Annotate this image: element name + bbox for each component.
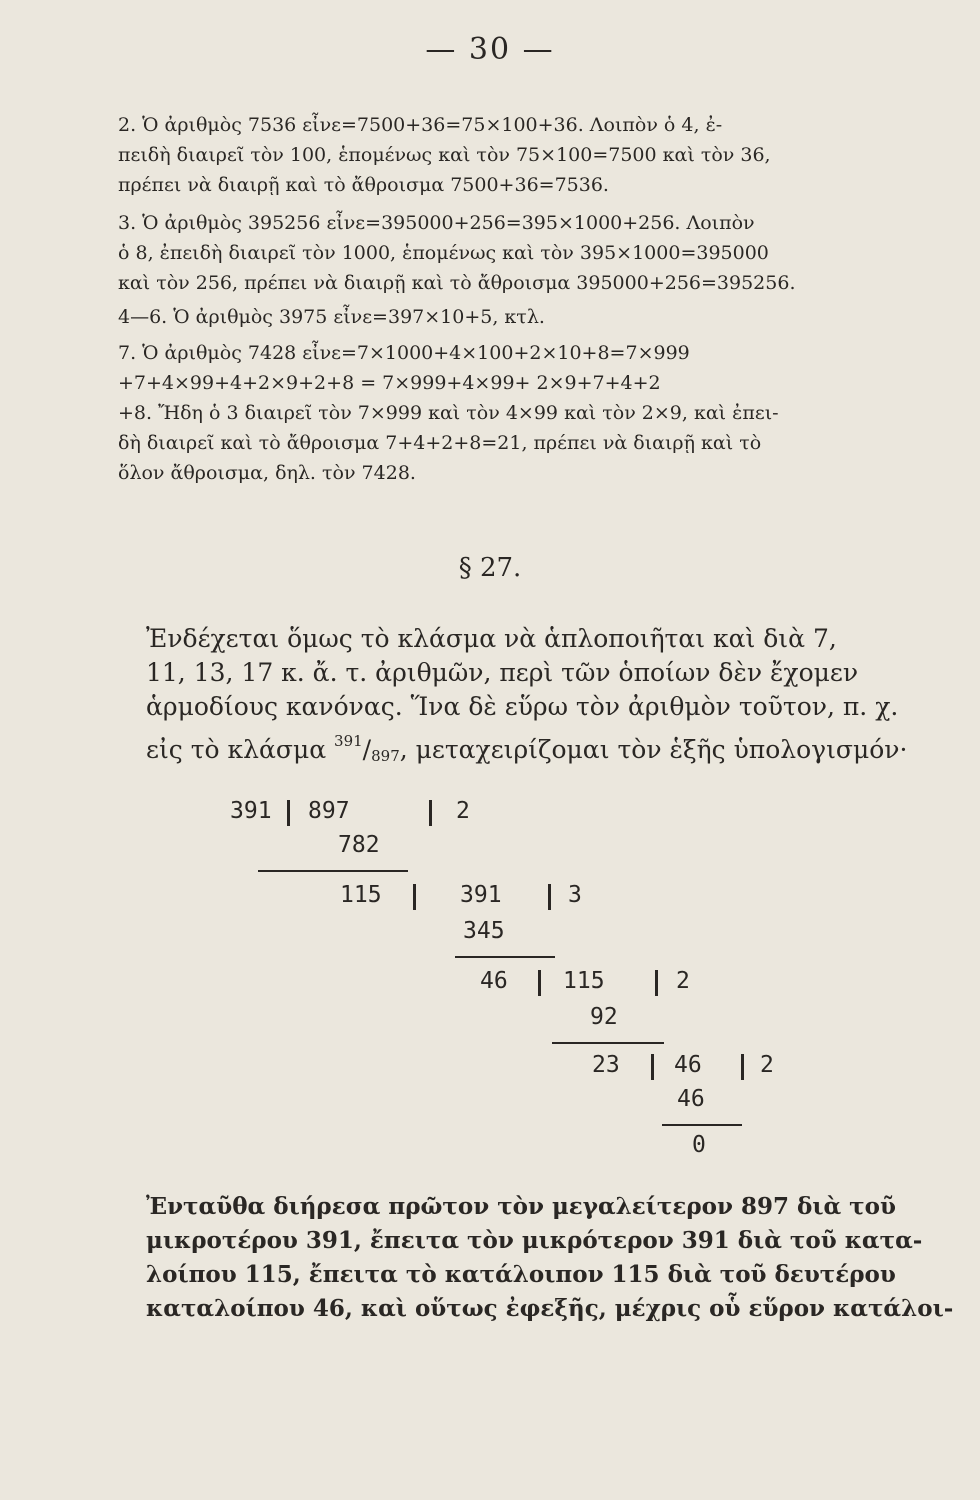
calc-number: 23 [592, 1052, 620, 1078]
calc-quotient: 2 [760, 1052, 774, 1078]
example-line: 7. Ὁ ἀριθμὸς 7428 εἶνε=7×1000+4×100+2×10+8=7×999 [118, 342, 690, 364]
example-line: πρέπει νὰ διαιρῇ καὶ τὸ ἄθροισμα 7500+36=7536. [118, 174, 609, 196]
fraction-trail-text: , μεταχειρίζομαι τὸν ἑξῆς ὑπολογισμόν· [399, 735, 908, 764]
calc-number: 92 [590, 1004, 618, 1030]
paragraph-line: Ἐνδέχεται ὅμως τὸ κλάσμα νὰ ἁπλοποιῆται καὶ διὰ 7, [146, 624, 837, 653]
calc-number: 345 [463, 918, 505, 944]
page-number: — 30 — [425, 32, 555, 67]
paragraph-line: 11, 13, 17 κ. ἄ. τ. ἀριθμῶν, περὶ τῶν ὁποίων δὲν ἔχομεν [146, 658, 859, 687]
paragraph-line: ἁρμοδίους κανόνας. Ἵνα δὲ εὕρω τὸν ἀριθμὸν τοῦτον, π. χ. [146, 692, 899, 721]
calc-number: 115 [563, 968, 605, 994]
example-line: 2. Ὁ ἀριθμὸς 7536 εἶνε=7500+36=75×100+36. Λοιπὸν ὁ 4, ἐ- [118, 114, 723, 136]
example-line: 4—6. Ὁ ἀριθμὸς 3975 εἶνε=397×10+5, κτλ. [118, 306, 545, 328]
subtraction-line [455, 956, 555, 958]
calc-number: 46 [480, 968, 508, 994]
calc-number: 46 [674, 1052, 702, 1078]
example-line: πειδὴ διαιρεῖ τὸν 100, ἑπομένως καὶ τὸν 75×100=7500 καὶ τὸν 36, [118, 144, 771, 166]
calc-number: 46 [677, 1086, 705, 1112]
calc-number: 391 [460, 882, 502, 908]
fraction-lead-text: εἰς τὸ κλάσμα [146, 735, 327, 764]
division-bar [655, 970, 658, 996]
division-bar [287, 800, 290, 826]
closing-paragraph [146, 1190, 954, 1326]
paragraph-line: λοίπου 115, ἔπειτα τὸ κατάλοιπον 115 διὰ τοῦ δευτέρου [146, 1261, 896, 1288]
division-bar [548, 884, 551, 910]
calc-remainder: 0 [692, 1132, 706, 1158]
paragraph-line: Ἐνταῦθα διήρεσα πρῶτον τὸν μεγαλείτερον 897 διὰ τοῦ [146, 1193, 896, 1220]
division-bar [538, 970, 541, 996]
example-line: +8. Ἤδη ὁ 3 διαιρεῖ τὸν 7×999 καὶ τὸν 4×99 καὶ τὸν 2×9, καὶ ἐπει- [118, 402, 779, 424]
subtraction-line [552, 1042, 664, 1044]
subtraction-line [258, 870, 408, 872]
calc-quotient: 2 [456, 798, 470, 824]
calc-quotient: 3 [568, 882, 582, 908]
division-bar [741, 1054, 744, 1080]
calc-number: 897 [308, 798, 350, 824]
calc-quotient: 2 [676, 968, 690, 994]
division-bar [651, 1054, 654, 1080]
calc-number: 115 [340, 882, 382, 908]
example-line: ὅλον ἄθροισμα, δηλ. τὸν 7428. [118, 462, 416, 484]
example-line: καὶ τὸν 256, πρέπει νὰ διαιρῇ καὶ τὸ ἄθροισμα 395000+256=395256. [118, 272, 796, 294]
calc-number: 391 [230, 798, 272, 824]
paragraph-line-fraction: εἰς τὸ κλάσμα $^{391}/_{897}$, μεταχειρίζομαι τὸν ἑξῆς ὑπολογισμόν· [146, 732, 908, 765]
division-bar [413, 884, 416, 910]
example-line: +7+4×99+4+2×9+2+8 = 7×999+4×99+ 2×9+7+4+2 [118, 372, 661, 394]
example-line: ὁ 8, ἐπειδὴ διαιρεῖ τὸν 1000, ἑπομένως καὶ τὸν 395×1000=395000 [118, 242, 769, 264]
example-line: 3. Ὁ ἀριθμὸς 395256 εἶνε=395000+256=395×1000+256. Λοιπὸν [118, 212, 755, 234]
paragraph-line: καταλοίπου 46, καὶ οὕτως ἐφεξῆς, μέχρις οὗ εὕρον κατάλοι- [146, 1295, 954, 1322]
paragraph-line: μικροτέρου 391, ἔπειτα τὸν μικρότερον 391 διὰ τοῦ κατα- [146, 1227, 923, 1254]
subtraction-line [662, 1124, 742, 1126]
fraction-numerator: 391 [334, 732, 363, 750]
division-bar [429, 800, 432, 826]
fraction-denominator: 897 [371, 747, 400, 765]
example-line: δὴ διαιρεῖ καὶ τὸ ἄθροισμα 7+4+2+8=21, πρέπει νὰ διαιρῇ καὶ τὸ [118, 432, 762, 454]
section-heading: § 27. [458, 553, 522, 583]
calc-number: 782 [338, 832, 380, 858]
